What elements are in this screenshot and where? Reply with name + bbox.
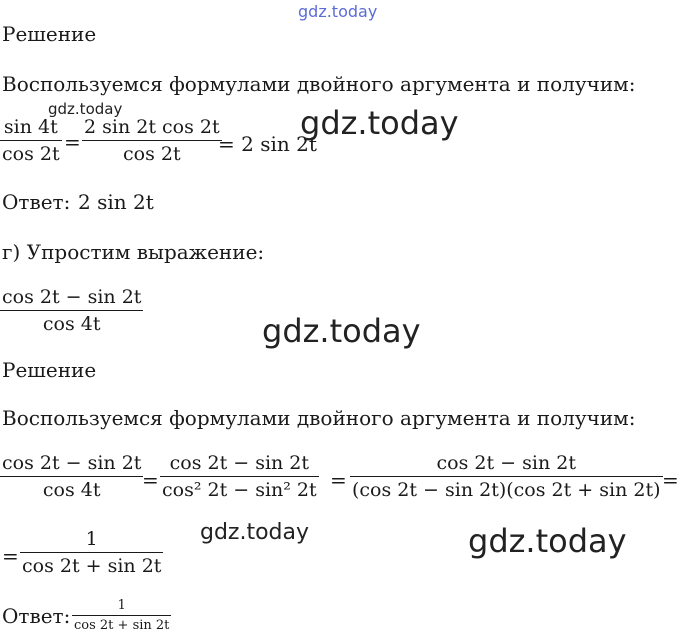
watermark-large: gdz.today [300, 104, 459, 142]
answer-value-1: 2 sin 2t [78, 190, 154, 214]
task-text: г) Упростим выражение: [2, 240, 265, 264]
fraction-step-2: cos 2t − sin 2t cos² 2t − sin² 2t [162, 452, 317, 502]
equals-sign: = [330, 468, 347, 492]
answer-label-1: Ответ: [2, 190, 71, 214]
equals-sign: = [662, 468, 679, 492]
task-expression: cos 2t − sin 2t cos 4t [2, 286, 142, 336]
equals-sign: = [64, 130, 81, 154]
fraction-step-3: cos 2t − sin 2t (cos 2t − sin 2t)(cos 2t + sin 2t) [352, 452, 661, 502]
answer-label-2: Ответ: [2, 604, 71, 628]
watermark-large: gdz.today [468, 522, 627, 560]
solution-label-1: Решение [2, 22, 97, 46]
equals-sign: = [142, 468, 159, 492]
answer-fraction: 1 cos 2t + sin 2t [74, 598, 170, 634]
watermark-top: gdz.today [298, 2, 378, 21]
intro-text-2: Воспользуемся формулами двойного аргумента и получим: [2, 406, 636, 430]
fraction-double-angle: 2 sin 2t cos 2t cos 2t [84, 116, 220, 166]
solution-label-2: Решение [2, 358, 97, 382]
intro-text-1: Воспользуемся формулами двойного аргумента и получим: [2, 72, 636, 96]
equals-sign: = [2, 544, 19, 568]
fraction-step-4: 1 cos 2t + sin 2t [22, 528, 162, 578]
watermark-large: gdz.today [262, 312, 421, 350]
result-expression: = 2 sin 2t [218, 132, 317, 156]
fraction-sin4t-over-cos2t: sin 4t cos 2t [2, 116, 60, 166]
watermark-medium: gdz.today [200, 520, 310, 545]
watermark-small: gdz.today [48, 100, 123, 118]
fraction-step-1: cos 2t − sin 2t cos 4t [2, 452, 142, 502]
